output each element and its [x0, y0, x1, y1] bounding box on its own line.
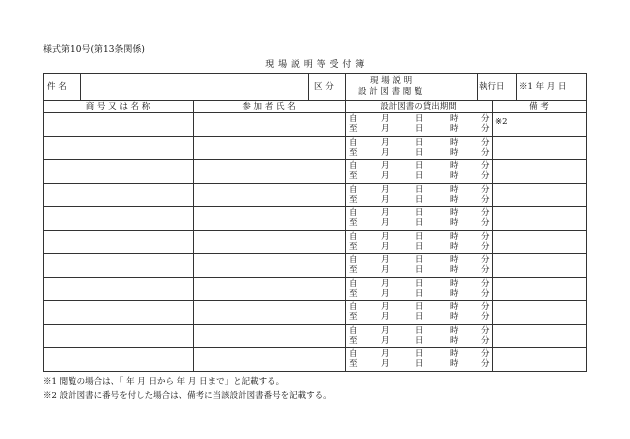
period-hour-label: 時 — [450, 114, 459, 124]
period-minute-label: 分 — [481, 137, 490, 148]
row-divider — [43, 253, 586, 254]
period-day-label: 日 — [415, 325, 424, 336]
footnote-1: ※1 閲覧の場合は、「 年 月 日から 年 月 日まで」と記載する。 — [43, 377, 285, 387]
period-day-label: 日 — [415, 349, 424, 359]
period-hour-label: 時 — [450, 147, 459, 158]
remarks-note: ※2 — [495, 117, 508, 127]
category-option-design-review: 設 計 図 書 閲 覧 — [358, 87, 423, 97]
period-minute-label: 分 — [481, 265, 490, 275]
period-from-label: 自 — [349, 278, 358, 289]
period-hour-label: 時 — [450, 325, 459, 336]
period-month-label: 月 — [381, 218, 390, 228]
period-minute-label: 分 — [481, 161, 490, 171]
period-hour-label: 時 — [450, 278, 459, 289]
period-month-label: 月 — [381, 288, 390, 299]
exec-date-label: 執行日 — [479, 82, 505, 92]
form-number: 様式第10号(第13条関係) — [43, 45, 145, 55]
period-minute-label: 分 — [481, 278, 490, 289]
period-month-label: 月 — [381, 302, 390, 312]
period-day-label: 日 — [415, 312, 424, 322]
row-divider — [43, 347, 586, 348]
column-header-remarks: 備 考 — [529, 101, 549, 112]
period-from-label: 自 — [349, 325, 358, 336]
period-month-label: 月 — [381, 231, 390, 242]
row-divider — [43, 112, 586, 113]
period-month-label: 月 — [381, 359, 390, 369]
period-hour-label: 時 — [450, 335, 459, 346]
column-divider — [345, 100, 346, 371]
period-minute-label: 分 — [481, 124, 490, 134]
period-month-label: 月 — [381, 161, 390, 171]
period-hour-label: 時 — [450, 255, 459, 265]
period-month-label: 月 — [381, 147, 390, 158]
period-day-label: 日 — [415, 278, 424, 289]
period-to-label: 至 — [349, 171, 358, 181]
period-month-label: 月 — [381, 265, 390, 275]
cell-divider — [516, 73, 517, 100]
period-day-label: 日 — [415, 147, 424, 158]
table-border — [586, 73, 587, 371]
period-from-label: 自 — [349, 349, 358, 359]
period-month-label: 月 — [381, 171, 390, 181]
period-month-label: 月 — [381, 241, 390, 252]
period-month-label: 月 — [381, 278, 390, 289]
category-option-site-explanation: 現 場 説 明 — [370, 76, 413, 86]
period-month-label: 月 — [381, 124, 390, 134]
column-header-participant: 参 加 者 氏 名 — [242, 101, 296, 112]
period-hour-label: 時 — [450, 349, 459, 359]
row-divider — [43, 206, 586, 207]
period-month-label: 月 — [381, 312, 390, 322]
period-minute-label: 分 — [481, 255, 490, 265]
period-day-label: 日 — [415, 288, 424, 299]
period-day-label: 日 — [415, 137, 424, 148]
period-from-label: 自 — [349, 161, 358, 171]
period-month-label: 月 — [381, 137, 390, 148]
exec-date-value: ※1 年 月 日 — [519, 82, 567, 92]
row-divider — [43, 159, 586, 160]
period-from-label: 自 — [349, 231, 358, 242]
period-to-label: 至 — [349, 124, 358, 134]
period-to-label: 至 — [349, 194, 358, 205]
period-month-label: 月 — [381, 325, 390, 336]
period-to-label: 至 — [349, 218, 358, 228]
cell-divider — [80, 73, 81, 100]
period-day-label: 日 — [415, 208, 424, 218]
period-month-label: 月 — [381, 114, 390, 124]
period-minute-label: 分 — [481, 325, 490, 336]
column-header-name: 商 号 又 は 名 称 — [85, 101, 151, 112]
period-minute-label: 分 — [481, 349, 490, 359]
period-day-label: 日 — [415, 335, 424, 346]
period-hour-label: 時 — [450, 288, 459, 299]
period-day-label: 日 — [415, 114, 424, 124]
period-minute-label: 分 — [481, 335, 490, 346]
period-month-label: 月 — [381, 208, 390, 218]
period-day-label: 日 — [415, 161, 424, 171]
register-title: 現 場 説 明 等 受 付 簿 — [265, 60, 365, 70]
period-minute-label: 分 — [481, 231, 490, 242]
period-month-label: 月 — [381, 255, 390, 265]
table-border — [43, 73, 586, 74]
period-day-label: 日 — [415, 171, 424, 181]
period-to-label: 至 — [349, 359, 358, 369]
period-day-label: 日 — [415, 255, 424, 265]
period-month-label: 月 — [381, 349, 390, 359]
period-hour-label: 時 — [450, 265, 459, 275]
period-day-label: 日 — [415, 231, 424, 242]
period-to-label: 至 — [349, 335, 358, 346]
period-minute-label: 分 — [481, 312, 490, 322]
period-to-label: 至 — [349, 312, 358, 322]
period-day-label: 日 — [415, 302, 424, 312]
row-divider — [43, 136, 586, 137]
period-day-label: 日 — [415, 241, 424, 252]
period-to-label: 至 — [349, 265, 358, 275]
period-month-label: 月 — [381, 194, 390, 205]
period-hour-label: 時 — [450, 171, 459, 181]
cell-divider — [345, 73, 346, 100]
row-divider — [43, 230, 586, 231]
period-month-label: 月 — [381, 335, 390, 346]
row-divider — [43, 277, 586, 278]
cell-divider — [308, 73, 309, 100]
period-minute-label: 分 — [481, 171, 490, 181]
period-day-label: 日 — [415, 265, 424, 275]
period-hour-label: 時 — [450, 137, 459, 148]
period-hour-label: 時 — [450, 161, 459, 171]
table-border — [43, 73, 44, 371]
period-to-label: 至 — [349, 288, 358, 299]
period-from-label: 自 — [349, 255, 358, 265]
period-hour-label: 時 — [450, 359, 459, 369]
period-hour-label: 時 — [450, 208, 459, 218]
period-day-label: 日 — [415, 194, 424, 205]
category-label: 区 分 — [314, 82, 334, 92]
row-divider — [43, 300, 586, 301]
period-minute-label: 分 — [481, 147, 490, 158]
column-divider — [193, 100, 194, 371]
period-minute-label: 分 — [481, 208, 490, 218]
period-from-label: 自 — [349, 137, 358, 148]
cell-divider — [477, 73, 478, 100]
period-hour-label: 時 — [450, 184, 459, 195]
table-border — [43, 371, 587, 372]
period-minute-label: 分 — [481, 288, 490, 299]
column-header-period: 設計図書の貸出期間 — [380, 101, 457, 112]
period-hour-label: 時 — [450, 231, 459, 242]
row-divider — [43, 183, 586, 184]
period-minute-label: 分 — [481, 218, 490, 228]
period-minute-label: 分 — [481, 184, 490, 195]
period-hour-label: 時 — [450, 194, 459, 205]
footnote-2: ※2 設計図書に番号を付した場合は、備考に当該設計図書番号を記載する。 — [43, 391, 332, 401]
period-hour-label: 時 — [450, 312, 459, 322]
period-from-label: 自 — [349, 208, 358, 218]
period-minute-label: 分 — [481, 359, 490, 369]
period-to-label: 至 — [349, 147, 358, 158]
subject-label: 件 名 — [47, 82, 67, 92]
period-minute-label: 分 — [481, 194, 490, 205]
period-hour-label: 時 — [450, 218, 459, 228]
period-hour-label: 時 — [450, 124, 459, 134]
period-day-label: 日 — [415, 359, 424, 369]
period-from-label: 自 — [349, 302, 358, 312]
period-from-label: 自 — [349, 184, 358, 195]
period-hour-label: 時 — [450, 241, 459, 252]
period-day-label: 日 — [415, 184, 424, 195]
period-day-label: 日 — [415, 218, 424, 228]
period-day-label: 日 — [415, 124, 424, 134]
period-minute-label: 分 — [481, 241, 490, 252]
period-from-label: 自 — [349, 114, 358, 124]
period-hour-label: 時 — [450, 302, 459, 312]
period-to-label: 至 — [349, 241, 358, 252]
column-divider — [492, 100, 493, 371]
period-minute-label: 分 — [481, 114, 490, 124]
period-month-label: 月 — [381, 184, 390, 195]
period-minute-label: 分 — [481, 302, 490, 312]
row-divider — [43, 324, 586, 325]
